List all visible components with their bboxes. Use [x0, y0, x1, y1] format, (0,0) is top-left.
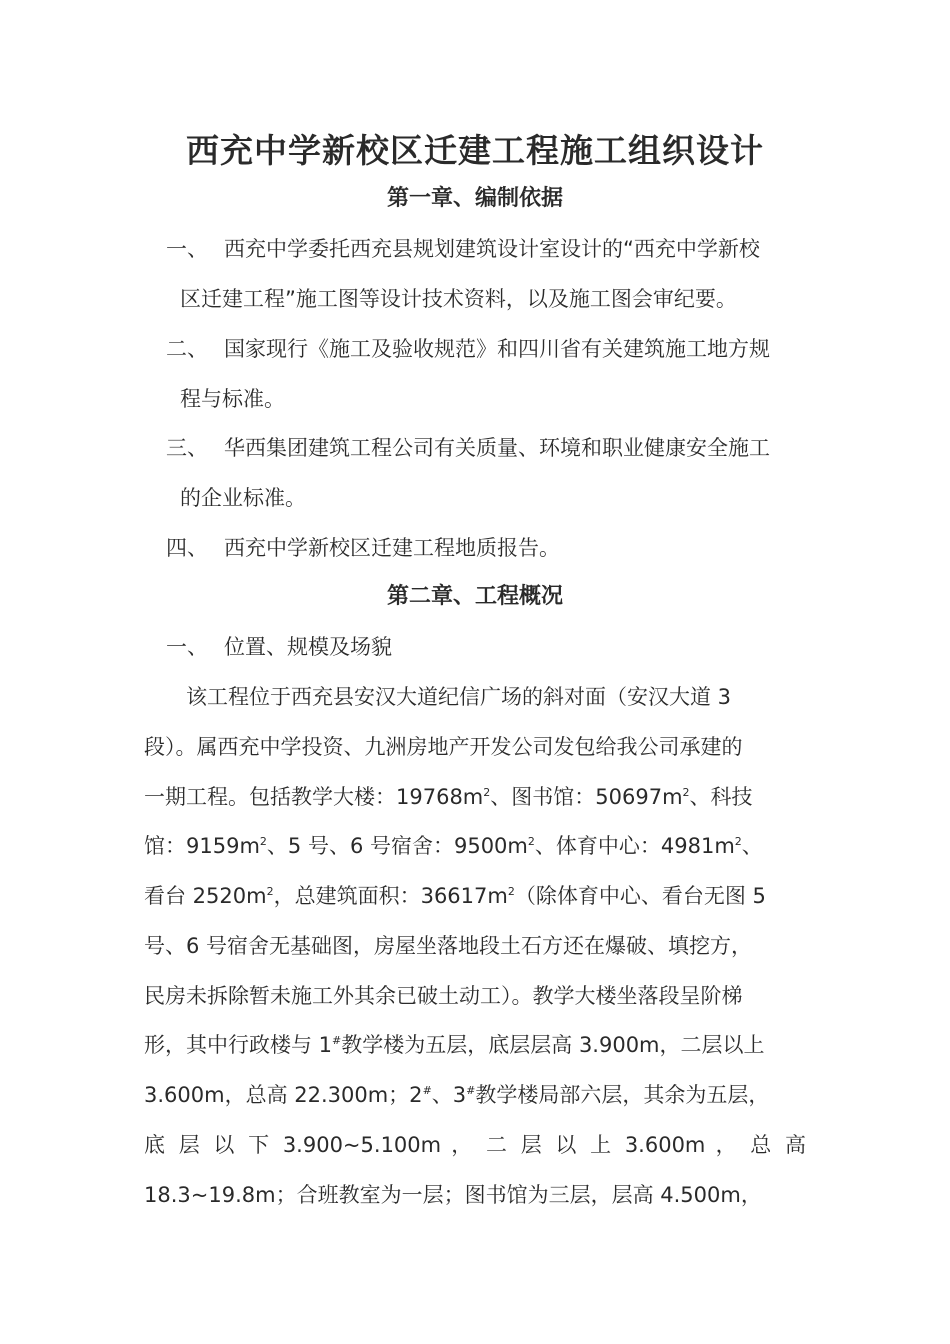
paragraph-line: 民房未拆除暂未施工外其余已破土动工）。教学大楼坐落段呈阶梯	[144, 984, 743, 1008]
paragraph-line: 形，其中行政楼与 1#教学楼为五层，底层层高 3.900m，二层以上	[144, 1033, 765, 1057]
list-item-continuation: 区迁建工程”施工图等设计技术资料，以及施工图会审纪要。	[180, 287, 737, 311]
paragraph-line: 段）。属西充中学投资、九洲房地产开发公司发包给我公司承建的	[144, 735, 743, 759]
paragraph-line: 一期工程。包括教学大楼：$19768m^2$、图书馆：$50697m^2$、科技	[144, 785, 753, 809]
paragraph-line: 号、6 号宿舍无基础图，房屋坐落地段土石方还在爆破、填挖方，	[144, 934, 753, 958]
document-title: 西充中学新校区迁建工程施工组织设计	[186, 131, 764, 170]
paragraph-line: 馆：$9159m^2$、5 号、6 号宿舍：$9500m^2$、体育中心：$4981m^2$、	[144, 834, 763, 858]
chapter-1-heading: 第一章、编制依据	[386, 186, 563, 211]
chapter-2-heading: 第二章、工程概况	[386, 584, 563, 609]
list-item-continuation: 程与标准。	[180, 387, 285, 411]
paragraph-line: 3.600m，总高 22.300m；2#、3#教学楼局部六层，其余为五层，	[144, 1083, 770, 1107]
paragraph-line: 该工程位于西充县安汉大道纪信广场的斜对面（安汉大道 3	[186, 685, 732, 709]
list-item-continuation: 的企业标准。	[180, 486, 306, 510]
paragraph-line: 底 层 以 下 3.900~5.100m ， 二 层 以 上 3.600m ， 总 高	[144, 1133, 806, 1157]
paragraph-line: 18.3~19.8m；合班教室为一层；图书馆为三层，层高 4.500m，	[144, 1183, 762, 1207]
paragraph-line: 看台 $2520m^2$，总建筑面积：$36617m^2$（除体育中心、看台无图 5	[144, 884, 766, 908]
document-page: 西充中学新校区迁建工程施工组织设计 第一章、编制依据 一、 西充中学委托西充县规划建筑设计室设计的“西充中学新校 区迁建工程”施工图等设计技术资料，以及施工图会审纪要。 二、 国家现行《施工及验收规范》和四川省有关建筑施工地方规 程与标准。 三、 华西集团建筑工程公司有关质量、环境和职业健康安全施工 的企业标准。 四、 西充中学新校区迁建工程地质报告。 第二章、工程概况 一、 位置、规模及场貌 该工程位于西充县安汉大道纪信广场的斜对面（安汉大道 3 段）。属西充中学投资、九洲房地产开发公司发包给我公司承建的 一期工程。包括教学大楼：$19768m^2$、图书馆：$50697m^2$、科技 馆：$9159m^2$、5 号、6 号宿舍：$9500m^2$、体育中心：$4981m^2$、 看台 $2520m^2$，总建筑面积：$36617m^2$（除体育中心、看台无图 5 号、6 号宿舍无基础图，房屋坐落地段土石方还在爆破、填挖方， 民房未拆除暂未施工外其余已破土动工）。教学大楼坐落段呈阶梯 形，其中行政楼与 1#教学楼为五层，底层层高 3.900m，二层以上 3.600m，总高 22.300m；2#、3#教学楼局部六层，其余为五层， 底 层 以 下 3.900~5.100m ， 二 层 以 上 3.600m ， 总 高 18.3~19.8m；合班教室为一层；图书馆为三层，层高 4.500m，	[0, 0, 950, 1344]
